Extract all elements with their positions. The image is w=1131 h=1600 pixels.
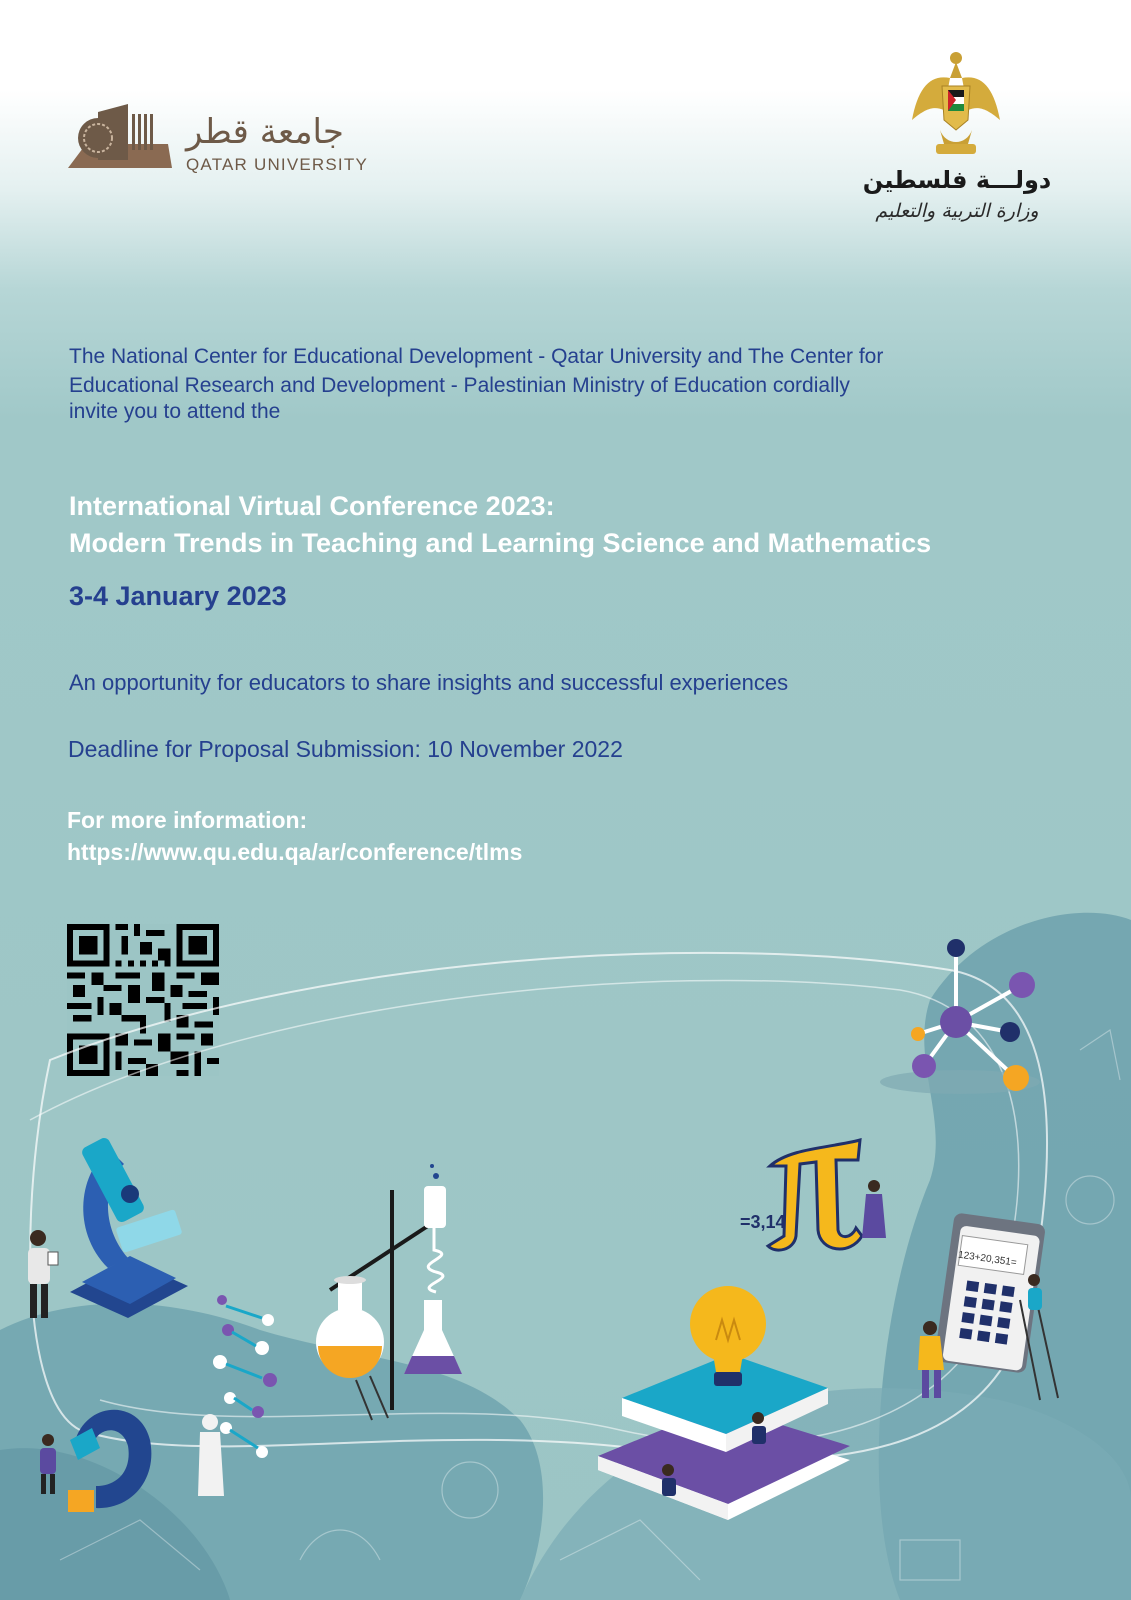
invitation-intro xyxy=(69,340,1029,425)
title-line-1: International Virtual Conference 2023: xyxy=(69,491,555,521)
palestine-ministry-arabic: وزارة التربية والتعليم xyxy=(875,200,1039,222)
microscope-icon xyxy=(70,1136,188,1318)
title-line-2: Modern Trends in Teaching and Learning Science and Mathematics xyxy=(69,528,932,558)
palestine-state-arabic: دولـــة فلسطين xyxy=(862,166,1052,194)
opportunity-text: An opportunity for educators to share insights and successful experiences xyxy=(69,670,789,695)
palestine-eagle-icon xyxy=(910,48,1002,160)
pi-symbol-icon xyxy=(740,1140,886,1250)
scientist-person-icon xyxy=(28,1230,58,1318)
more-info xyxy=(67,804,522,868)
intro-line-1: The National Center for Educational Development - Qatar University and The Center for xyxy=(69,345,884,368)
calculator-display: 123+20,351= xyxy=(957,1249,1018,1269)
intro-line-2: Educational Research and Development - Palestinian Ministry of Education cordially xyxy=(69,374,850,397)
science-math-illustration xyxy=(0,900,1131,1600)
intro-line-3: invite you to attend the xyxy=(69,400,281,423)
deadline-text: Deadline for Proposal Submission: 10 November 2022 xyxy=(68,736,623,762)
pi-label: =3,14 xyxy=(740,1212,786,1232)
qatar-university-emblem xyxy=(68,104,172,172)
conference-title xyxy=(69,488,1119,562)
more-info-label: For more information: xyxy=(67,807,308,833)
conference-dates: 3-4 January 2023 xyxy=(69,581,287,611)
qatar-university-english-name: QATAR UNIVERSITY xyxy=(186,155,368,174)
more-info-url[interactable]: https://www.qu.edu.qa/ar/conference/tlms xyxy=(67,839,523,865)
qatar-university-arabic-name: جامعة قطر xyxy=(186,112,344,152)
